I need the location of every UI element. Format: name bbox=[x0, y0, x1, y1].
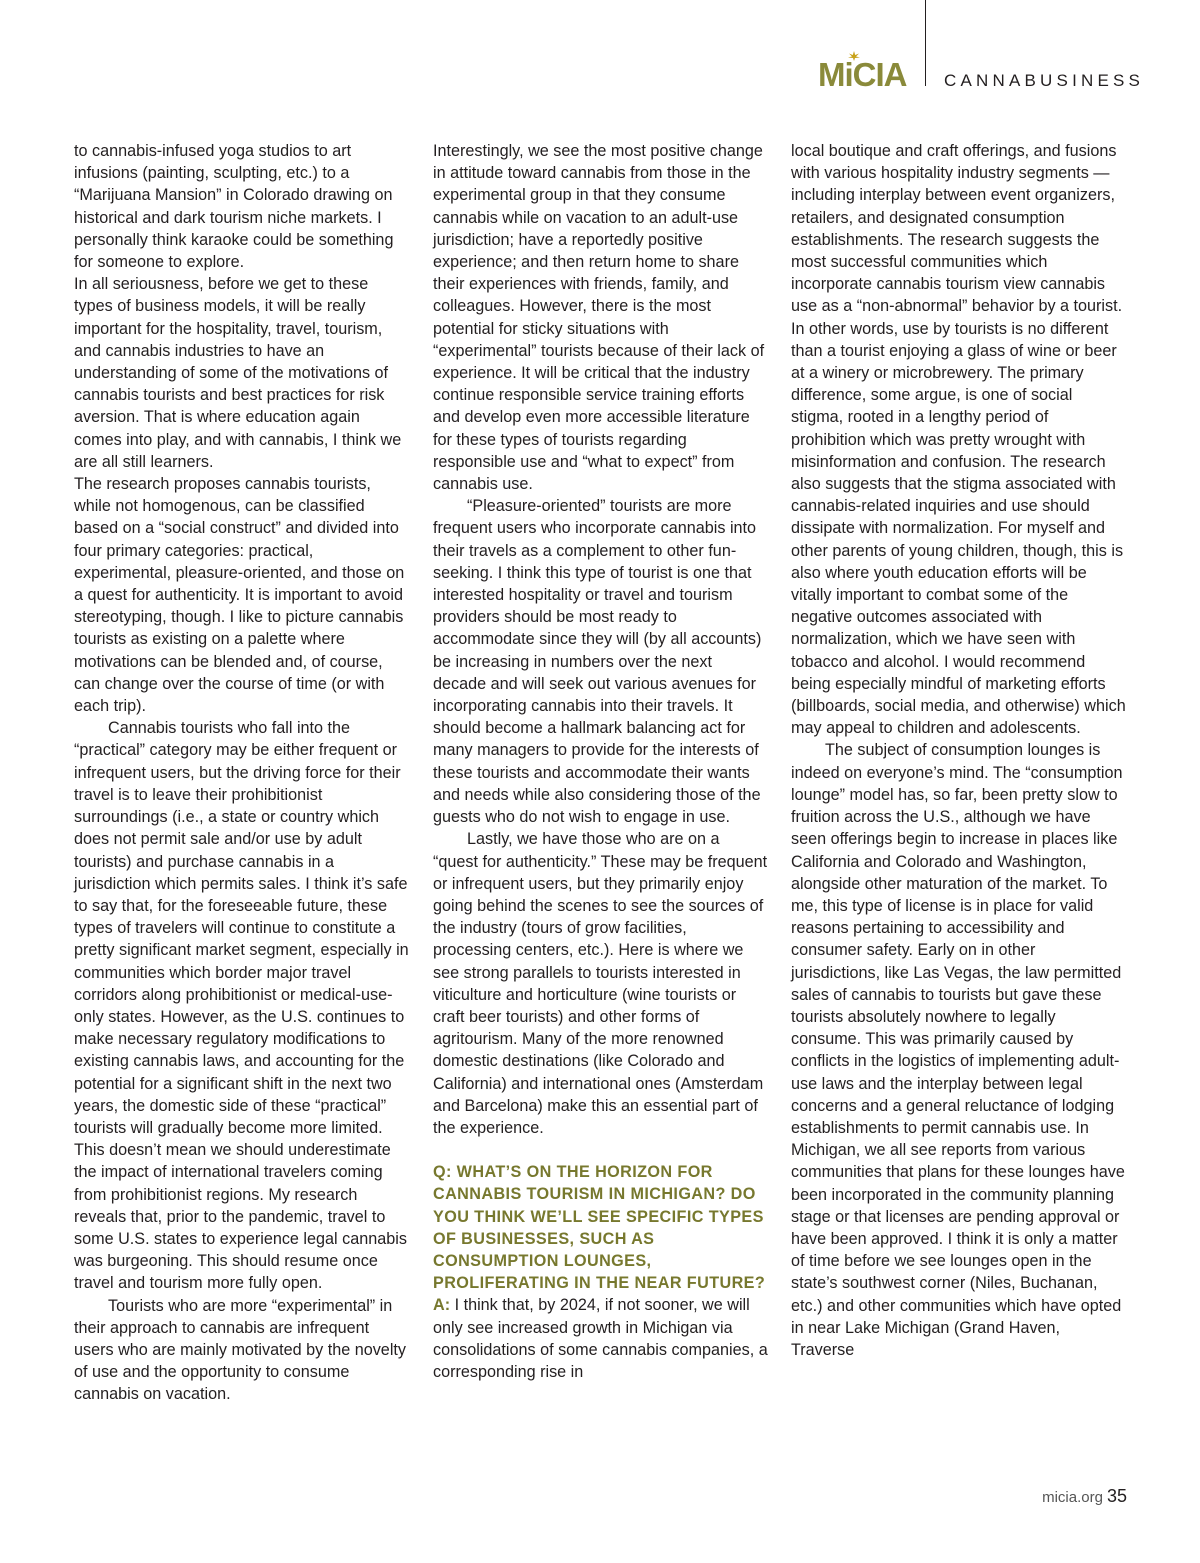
paragraph: In all seriousness, before we get to these types of business models, it will be really important for the hospitality, travel, tourism, and cannabis industries to have an understanding of some of the motivations of cannabis tourists and best practices for risk aversion. That is where education again comes into play, and with cannabis, I think we are all still learners. bbox=[74, 275, 402, 471]
article-column-1 bbox=[74, 140, 410, 1406]
paragraph: local boutique and craft offerings, and fusions with various hospitality industry segments — including interplay between event organizers, retailers, and designated consumption establishments. The research suggests the most successful communities which incorporate cannabis tourism view cannabis use as a “non-abnormal” behavior by a tourist. In other words, use by tourists is no different than a tourist enjoying a glass of wine or beer at a winery or microbrewery. The primary difference, some argue, is one of social stigma, rooted in a lengthy period of prohibition which was pretty wrought with misinformation and confusion. The research also suggests that the stigma associated with cannabis-related inquiries and use should dissipate with normalization. For myself and other parents of young children, though, this is also where youth education efforts will be vitally important to combat some of the negative outcomes associated with normalization, which we have seen with tobacco and alcohol. I would recommend being especially mindful of marketing efforts (billboards, social media, and otherwise) which may appeal to children and adolescents. bbox=[791, 142, 1126, 738]
paragraph: to cannabis-infused yoga studios to art infusions (painting, sculpting, etc.) to a “Marijuana Mansion” in Colorado drawing on historical and dark tourism niche markets. I personally think karaoke could be something for someone to explore. bbox=[74, 142, 394, 272]
paragraph: Cannabis tourists who fall into the “practical” category may be either frequent or infrequent users, but the driving force for their travel is to leave their prohibitionist surroundings (i.e., a state or country which does not permit sale and/or use by adult tourists) and purchase cannabis in a jurisdiction which permits sales. I think it’s safe to say that, for the foreseeable future, these types of travelers will continue to constitute a pretty significant market segment, especially in communities which border major travel corridors along prohibitionist or medical-use-only states. However, as the U.S. continues to make necessary regulatory modifications to existing cannabis laws, and accounting for the potential for a significant shift in the next two years, the domestic side of these “practical” tourists will gradually become more limited. This doesn’t mean we should underestimate the impact of international travelers coming from prohibitionist regions. My research reveals that, prior to the pandemic, travel to some U.S. states to experience legal cannabis was burgeoning. This should resume once travel and tourism more fully open. bbox=[74, 719, 409, 1293]
interview-answer bbox=[433, 1294, 769, 1383]
answer-text: I think that, by 2024, if not sooner, we will only see increased growth in Michigan via consolidations of some cannabis companies, a corresponding rise in bbox=[433, 1296, 768, 1381]
paragraph: Interestingly, we see the most positive change in attitude toward cannabis from those in the experimental group in that they consume cannabis while on vacation to an adult-use jurisdiction; have a reportedly positive experience; and then return home to share their experiences with friends, family, and colleagues. However, there is the most potential for sticky situations with “experimental” tourists because of their lack of experience. It will be critical that the industry continue responsible service training efforts and develop even more accessible literature for these types of tourists regarding responsible use and “what to expect” from cannabis use. bbox=[433, 142, 765, 494]
page-footer bbox=[1042, 1486, 1127, 1507]
footer-site: micia.org bbox=[1042, 1489, 1103, 1506]
paragraph: “Pleasure-oriented” tourists are more frequent users who incorporate cannabis into their travels as a complement to other fun-seeking. I think this type of tourist is one that interested hospitality or travel and tourism providers should be most ready to accommodate since they will (by all accounts) be increasing in numbers over the next decade and will seek out various avenues for incorporating cannabis into their travels. It should become a hallmark balancing act for many managers to provide for the interests of these tourists and accommodate their wants and needs while also considering those of the guests who do not wish to engage in use. bbox=[433, 497, 762, 827]
answer-label: A: bbox=[433, 1296, 451, 1315]
article-column-3 bbox=[791, 140, 1127, 1361]
paragraph: The research proposes cannabis tourists, while not homogenous, can be classified based on a “social construct” and divided into four primary categories: practical, experimental, pleasure-oriented, and those on a quest for authenticity. It is important to avoid stereotyping, though. I like to picture cannabis tourists as existing on a palette where motivations can be blended and, of course, can change over the course of time (or with each trip). bbox=[74, 475, 405, 716]
section-label: CANNABUSINESS bbox=[944, 71, 1145, 90]
cannabis-leaf-icon bbox=[848, 51, 860, 61]
micia-logo bbox=[818, 58, 907, 91]
paragraph: The subject of consumption lounges is indeed on everyone’s mind. The “consumption lounge” model has, so far, been pretty slow to fruition across the U.S., although we have seen offerings begin to increase in places like California and Colorado and Washington, alongside other maturation of the market. To me, this type of license is in place for valid reasons pertaining to accessibility and consumer safety. Early on in other jurisdictions, like Las Vegas, the law permitted sales of cannabis to tourists but gave these tourists absolutely nowhere to legally consume. This was primarily caused by conflicts in the logistics of implementing adult-use laws and the interplay between legal concerns and a general reluctance of lodging establishments to permit cannabis use. In Michigan, we all see reports from various communities that plans for these lounges have been incorporated in the community planning stage or that licenses are pending approval or have been approved. I think it is only a matter of time before we see lounges open in the state’s southwest corner (Niles, Buchanan, etc.) and other communities which have opted in near Lake Michigan (Grand Haven, Traverse bbox=[791, 741, 1125, 1359]
logo-i bbox=[845, 58, 853, 91]
logo-i-letter: i bbox=[844, 56, 853, 93]
logo-suffix: CIA bbox=[852, 56, 907, 93]
logo-prefix: M bbox=[818, 56, 845, 93]
paragraph: Tourists who are more “experimental” in their approach to cannabis are infrequent users who are mainly motivated by the novelty of use and the opportunity to consume cannabis on vacation. bbox=[74, 1296, 407, 1404]
paragraph: Lastly, we have those who are on a “quest for authenticity.” These may be frequent or infrequent users, but they primarily enjoy going behind the scenes to see the sources of the industry (tours of grow facilities, processing centers, etc.). Here is where we see strong parallels to tourists interested in viticulture and horticulture (wine tourists or craft beer tourists) and other forms of agritourism. Many of the more renowned domestic destinations (like Colorado and California) and international ones (Amsterdam and Barcelona) make this an essential part of the experience. bbox=[433, 830, 768, 1137]
page-number: 35 bbox=[1106, 1486, 1127, 1506]
interview-question: Q: WHAT’S ON THE HORIZON FOR CANNABIS TOURISM IN MICHIGAN? DO YOU THINK WE’LL SEE SPECIFIC TYPES OF BUSINESSES, SUCH AS CONSUMPTION LOUNGES, PROLIFERATING IN THE NEAR FUTURE? bbox=[433, 1163, 766, 1293]
article-column-2 bbox=[433, 140, 769, 1383]
header-divider bbox=[925, 0, 926, 86]
